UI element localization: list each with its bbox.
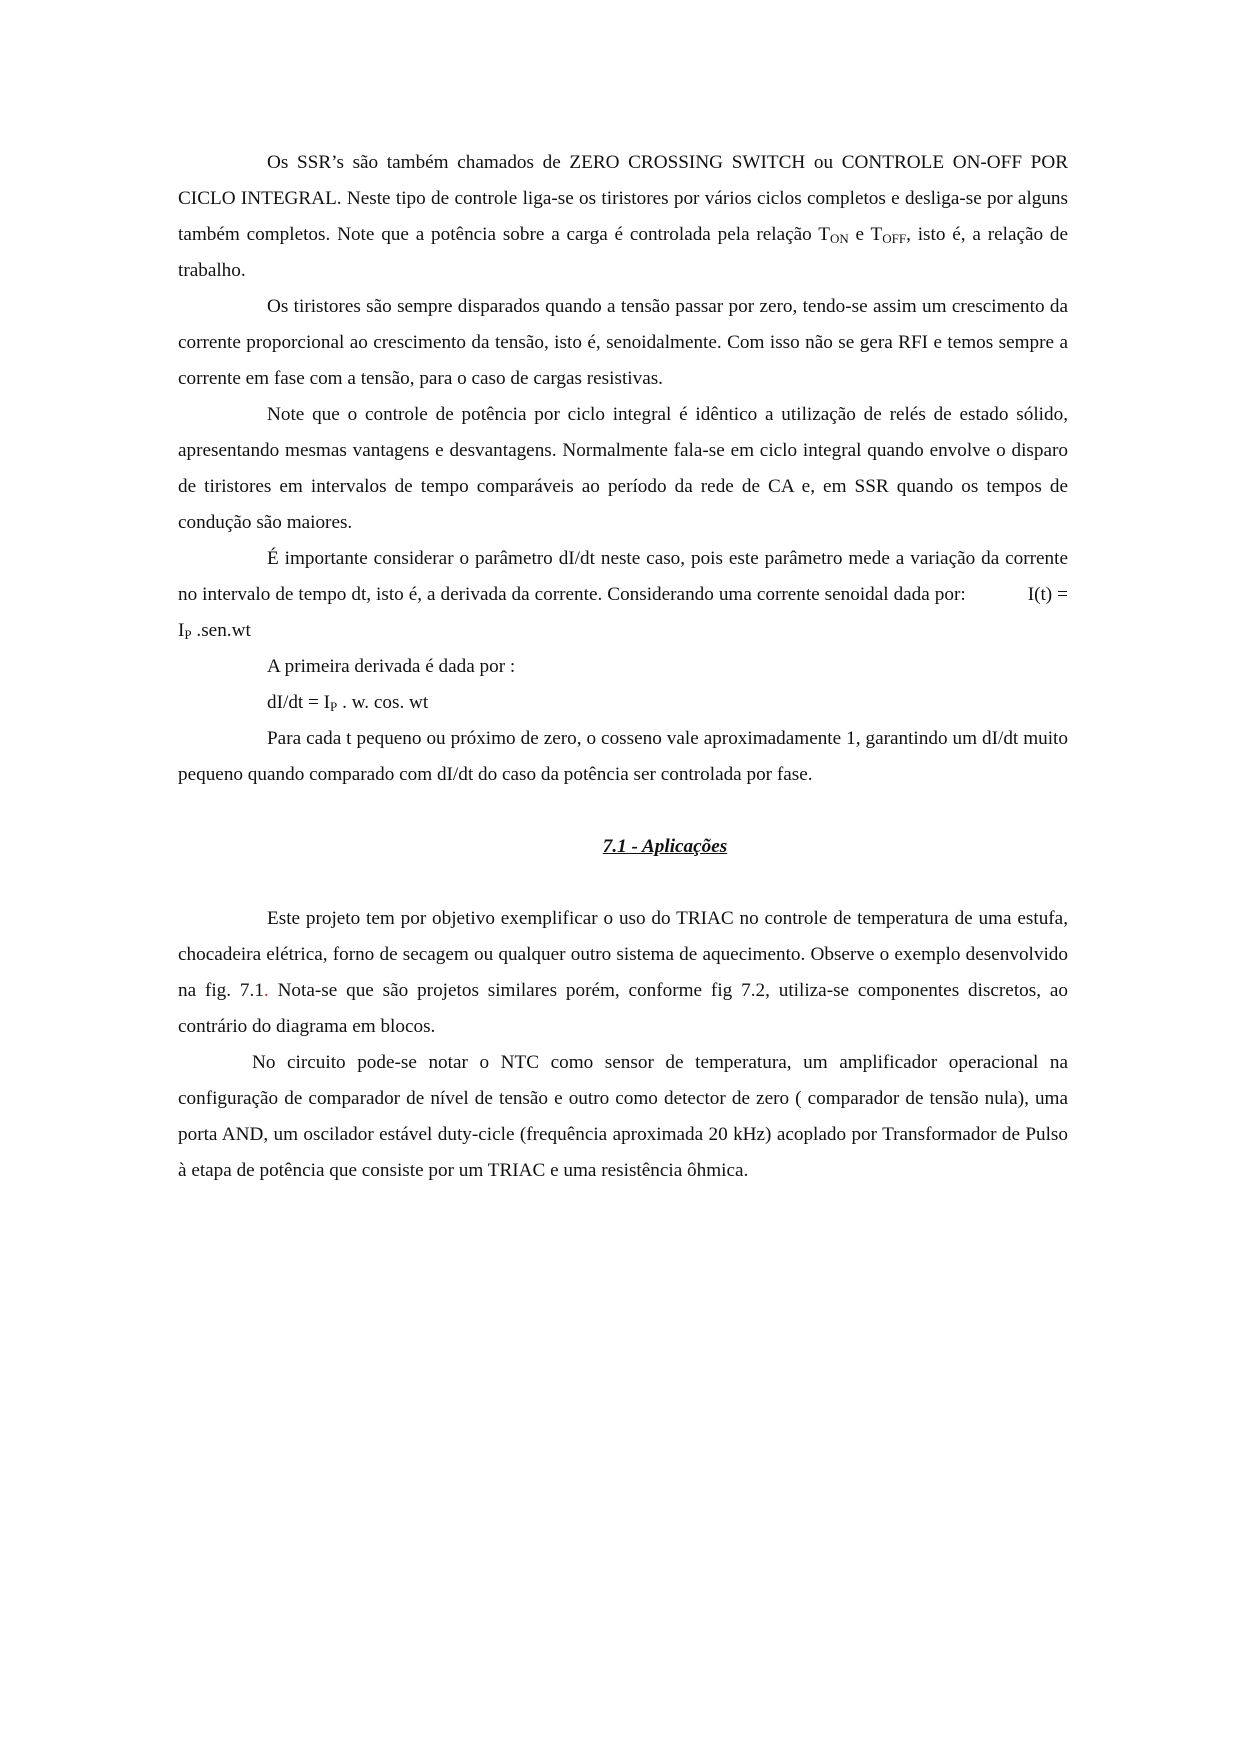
paragraph-cosine: Para cada t pequeno ou próximo de zero, o cosseno vale aproximadamente 1, garantindo um dI/dt muito pequeno quando comparado com dI/dt do caso da potência ser controlada por fase.: [178, 728, 1068, 785]
paragraph-text: Os SSR’s são também chamados de ZERO CROSSING SWITCH ou CONTROLE ON-OFF POR CICLO INTEGRAL. Neste tipo de controle liga-se os tiristores por vários ciclos completos e desliga-se por alguns também completos. Note que a potência sobre a carga é controlada pela relação T: [178, 152, 1068, 245]
paragraph-ssr-definition: [178, 145, 1068, 289]
paragraph-integral-cycle: Note que o controle de potência por ciclo integral é idêntico a utilização de relés de estado sólido, apresentando mesmas vantagens e desvantagens. Normalmente fala-se em ciclo integral quando envolve o disparo de tiristores em intervalos de tempo comparáveis ao período da rede de CA e, em SSR quando os tempos de condução são maiores.: [178, 404, 1068, 533]
formula-part: dI/dt = I: [267, 692, 331, 713]
subscript-p: P: [330, 699, 338, 714]
paragraph-first-derivative: A primeira derivada é dada por :: [267, 656, 516, 677]
subscript-off: OFF: [882, 231, 907, 246]
red-period: .: [263, 980, 269, 1001]
formula-part: . w. cos. wt: [337, 692, 429, 713]
subscript-p: P: [184, 627, 192, 642]
formula-part: I(t) = I: [178, 584, 1068, 641]
paragraph-text: Nota-se que são projetos similares porém, conforme fig 7.2, utiliza-se componentes discretos, ao contrário do diagrama em blocos.: [178, 980, 1068, 1037]
paragraph-circuit: No circuito pode-se notar o NTC como sensor de temperatura, um amplificador operacional na configuração de comparador de nível de tensão e outro como detector de zero ( comparador de tensão nula), uma porta AND, um oscilador estável duty-cicle (frequência aproximada 20 kHz) acoplado por Transformador de Pulso à etapa de potência que consiste por um TRIAC e uma resistência ôhmica.: [178, 1052, 1068, 1181]
subscript-on: ON: [829, 231, 849, 246]
derivative-formula: [178, 685, 1068, 721]
formula-part: .sen.wt: [191, 620, 251, 641]
paragraph-text: Este projeto tem por objetivo exemplificar o uso do TRIAC no controle de temperatura de uma estufa, chocadeira elétrica, forno de secagem ou qualquer outro sistema de aquecimento. Observe o exemplo desenvolvido na fig. 7.1: [178, 908, 1068, 1001]
paragraph-zero-crossing: Os tiristores são sempre disparados quando a tensão passar por zero, tendo-se assim um crescimento da corrente proporcional ao crescimento da tensão, isto é, senoidalmente. Com isso não se gera RFI e temos sempre a corrente em fase com a tensão, para o caso de cargas resistivas.: [178, 296, 1068, 389]
paragraph-didt: [178, 541, 1068, 649]
paragraph-text: , isto é, a relação de trabalho.: [178, 224, 1069, 281]
section-heading: [178, 829, 1068, 865]
page-body: [178, 145, 1068, 1189]
paragraph-text: e T: [848, 224, 883, 245]
paragraph-project: [178, 901, 1068, 1045]
section-heading-text: 7.1 - Aplicações: [602, 836, 728, 857]
paragraph-text: É importante considerar o parâmetro dI/dt neste caso, pois este parâmetro mede a variação da corrente no intervalo de tempo dt, isto é, a derivada da corrente. Considerando uma corrente senoidal dada por:: [178, 548, 1068, 605]
